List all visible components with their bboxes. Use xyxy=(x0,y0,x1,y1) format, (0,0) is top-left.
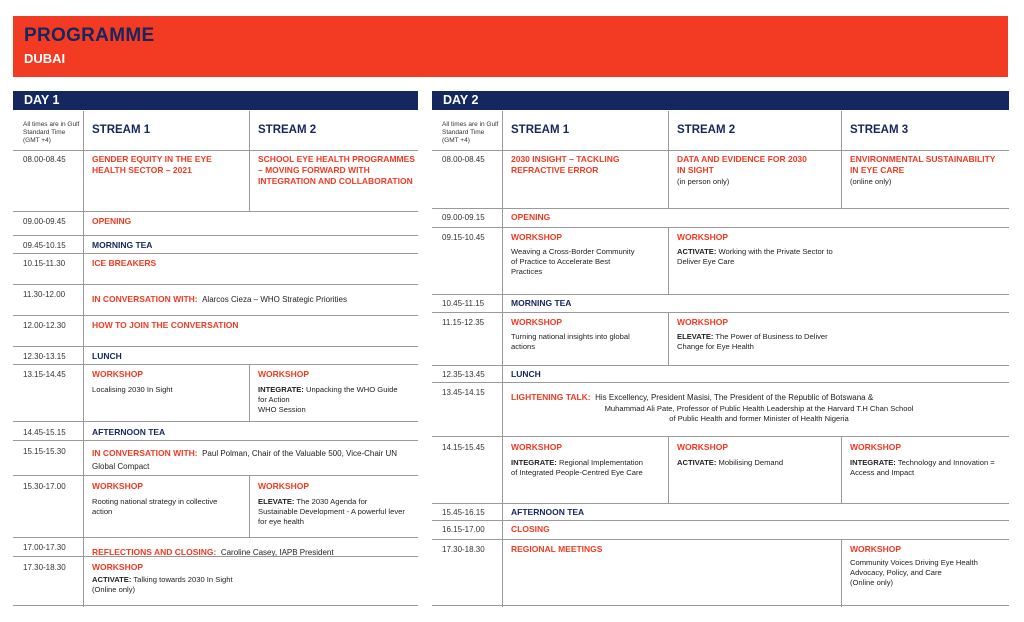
divider xyxy=(432,520,1009,521)
day1-session-morning-tea: MORNING TEA xyxy=(92,240,153,250)
divider xyxy=(13,421,418,422)
day2-in-person-note: (in person only) xyxy=(677,177,730,186)
city-subtitle: DUBAI xyxy=(24,51,66,66)
day2-session-regional-meetings: REGIONAL MEETINGS xyxy=(511,544,603,554)
workshop-tag: INTEGRATE: xyxy=(850,458,896,467)
day1-session-school-eye-health: SCHOOL EYE HEALTH PROGRAMMES – MOVING FORWARD WITH INTEGRATION AND COLLABORATION xyxy=(258,154,415,186)
divider xyxy=(432,208,1009,209)
day2-stream3-header: STREAM 3 xyxy=(850,124,909,136)
day2-stream-divider xyxy=(668,312,669,365)
workshop-tag: ACTIVATE: xyxy=(677,247,717,256)
day2-time-1545: 15.45-16.15 xyxy=(442,508,485,517)
session-title: LIGHTENING TALK: xyxy=(511,392,591,402)
day1-workshop-label: WORKSHOP xyxy=(92,481,143,491)
day1-stream-divider xyxy=(249,111,250,211)
workshop-tag: INTEGRATE: xyxy=(511,458,557,467)
day1-time-1445: 14.45-15.15 xyxy=(23,428,66,437)
day2-stream-divider xyxy=(841,111,842,208)
divider xyxy=(13,440,418,441)
day2-session-lightening-talk xyxy=(511,387,1006,405)
day1-session-join-conversation: HOW TO JOIN THE CONVERSATION xyxy=(92,320,239,330)
day2-session-morning-tea: MORNING TEA xyxy=(511,298,572,308)
divider xyxy=(13,235,418,236)
divider xyxy=(13,556,418,557)
page-title: PROGRAMME xyxy=(24,25,155,46)
day2-session-afternoon-tea: AFTERNOON TEA xyxy=(511,507,585,517)
day1-time-1315: 13.15-14.45 xyxy=(23,370,66,379)
workshop-text: Regional Implementation of Integrated People-Centred Eye Care xyxy=(511,458,643,477)
day2-time-1415: 14.15-15.45 xyxy=(442,443,485,452)
day1-time-divider xyxy=(83,111,84,607)
day1-session-gender-equity: GENDER EQUITY IN THE EYE HEALTH SECTOR – 2021 xyxy=(92,154,212,175)
day2-panel xyxy=(432,91,1009,611)
day2-time-1115: 11.15-12.35 xyxy=(442,318,485,327)
day1-online-only-note: (Online only) xyxy=(92,585,136,594)
day2-time-1235: 12.35-13.45 xyxy=(442,370,485,379)
day2-stream-divider xyxy=(668,436,669,503)
divider xyxy=(13,211,418,212)
divider xyxy=(13,475,418,476)
day2-workshop-label: WORKSHOP xyxy=(511,442,562,452)
divider xyxy=(432,365,1009,366)
day1-session-conversation-polman xyxy=(92,446,412,472)
day1-who-session-note: WHO Session xyxy=(258,405,306,414)
divider xyxy=(432,382,1009,383)
day1-stream2-header: STREAM 2 xyxy=(258,124,317,136)
divider xyxy=(13,364,418,365)
divider xyxy=(432,605,1009,606)
day1-workshop-label: WORKSHOP xyxy=(92,369,143,379)
day2-time-0900: 09.00-09.15 xyxy=(442,213,485,222)
workshop-tag: ACTIVATE: xyxy=(92,575,132,584)
day1-session-opening: OPENING xyxy=(92,216,132,226)
day1-time-1200: 12.00-12.30 xyxy=(23,321,66,330)
session-text: His Excellency, President Masisi, The President of the Republic of Botswana & xyxy=(595,393,874,402)
divider xyxy=(432,312,1009,313)
day1-workshop-activate xyxy=(92,575,292,585)
day2-stream1-header: STREAM 1 xyxy=(511,124,570,136)
divider xyxy=(432,227,1009,228)
day1-time-1730: 17.30-18.30 xyxy=(23,563,66,572)
day2-time-1045: 10.45-11.15 xyxy=(442,299,485,308)
divider xyxy=(432,294,1009,295)
day2-workshop-elevate-business xyxy=(677,332,837,352)
day1-workshop-localising: Localising 2030 In Sight xyxy=(92,385,173,394)
day1-panel xyxy=(13,91,418,611)
divider xyxy=(13,346,418,347)
workshop-text: Unpacking the WHO Guide for Action xyxy=(258,385,398,404)
day1-stream-divider xyxy=(249,475,250,537)
day1-workshop-elevate xyxy=(258,497,408,527)
day2-session-lunch: LUNCH xyxy=(511,369,541,379)
day2-workshop-turning-insights: Turning national insights into global actions xyxy=(511,332,630,351)
day1-session-afternoon-tea: AFTERNOON TEA xyxy=(92,427,166,437)
workshop-text: Technology and Innovation = Access and Impact xyxy=(850,458,995,477)
session-text: Paul Polman, Chair of the Valuable 500, Vice-Chair UN Global Compact xyxy=(92,449,397,471)
day2-workshop-activate-private xyxy=(677,247,837,267)
day1-time-1230: 12.30-13.15 xyxy=(23,352,66,361)
day1-stream-divider xyxy=(249,364,250,421)
day1-time-1530: 15.30-17.00 xyxy=(23,482,66,491)
day1-workshop-label: WORKSHOP xyxy=(258,369,309,379)
workshop-tag: ACTIVATE: xyxy=(677,458,717,467)
day1-workshop-label: WORKSHOP xyxy=(92,562,143,572)
day1-time-1130: 11.30-12.00 xyxy=(23,290,66,299)
session-title: IN CONVERSATION WITH: xyxy=(92,448,198,458)
day2-time-divider xyxy=(502,111,503,607)
divider xyxy=(13,537,418,538)
day1-timezone-note: All times are in Gulf Standard Time (GMT +4) xyxy=(23,121,80,144)
day1-workshop-integrate xyxy=(258,385,408,405)
day1-time-1700: 17.00-17.30 xyxy=(23,543,66,552)
workshop-text: Working with the Private Sector to Deliver Eye Care xyxy=(677,247,833,266)
session-title: REFLECTIONS AND CLOSING: xyxy=(92,547,217,557)
day1-session-ice-breakers: ICE BREAKERS xyxy=(92,258,157,268)
day2-session-opening: OPENING xyxy=(511,212,551,222)
day2-time-1615: 16.15-17.00 xyxy=(442,525,485,534)
day1-stream1-header: STREAM 1 xyxy=(92,124,151,136)
day1-workshop-label: WORKSHOP xyxy=(258,481,309,491)
divider xyxy=(432,539,1009,540)
day2-time-1345: 13.45-14.15 xyxy=(442,388,485,397)
day2-workshop-label: WORKSHOP xyxy=(850,544,901,554)
day1-time-1015: 10.15-11.30 xyxy=(23,259,66,268)
day2-workshop-label: WORKSHOP xyxy=(677,232,728,242)
day2-workshop-activate-demand xyxy=(677,458,837,468)
workshop-tag: ELEVATE: xyxy=(258,497,295,506)
day2-workshop-label: WORKSHOP xyxy=(677,317,728,327)
day2-online-only-note: (Online only) xyxy=(850,578,894,587)
day2-label: DAY 2 xyxy=(432,91,1009,110)
day2-session-data-evidence: DATA AND EVIDENCE FOR 2030 IN SIGHT xyxy=(677,154,807,175)
day2-time-0800: 08.00-08.45 xyxy=(442,155,485,164)
day2-stream-divider xyxy=(668,111,669,208)
session-text: Caroline Casey, IAPB President xyxy=(220,548,334,557)
day1-label: DAY 1 xyxy=(13,91,418,110)
day1-time-1515: 15.15-15.30 xyxy=(23,447,66,456)
day1-session-reflections xyxy=(92,542,412,560)
day2-time-1730: 17.30-18.30 xyxy=(442,545,485,554)
workshop-text: The 2030 Agenda for Sustainable Development - A powerful lever for eye health xyxy=(258,497,405,526)
divider xyxy=(13,284,418,285)
divider xyxy=(13,253,418,254)
divider xyxy=(13,150,418,151)
day2-timezone-note: All times are in Gulf Standard Time (GMT +4) xyxy=(442,121,499,144)
day2-workshop-label: WORKSHOP xyxy=(511,232,562,242)
workshop-text: Talking towards 2030 In Sight xyxy=(133,575,233,584)
programme-header xyxy=(13,16,1008,77)
day2-session-closing: CLOSING xyxy=(511,524,550,534)
workshop-tag: INTEGRATE: xyxy=(258,385,304,394)
workshop-text: Mobilising Demand xyxy=(718,458,784,467)
day2-workshop-weaving: Weaving a Cross-Border Community of Practice to Accelerate Best Practices xyxy=(511,247,635,276)
day1-time-0945: 09.45-10.15 xyxy=(23,241,66,250)
session-title: IN CONVERSATION WITH: xyxy=(92,294,198,304)
workshop-text: The Power of Business to Deliver Change for Eye Health xyxy=(677,332,828,351)
day2-online-note: (online only) xyxy=(850,177,892,186)
divider xyxy=(432,150,1009,151)
session-text: Alarcos Cieza – WHO Strategic Priorities xyxy=(202,295,348,304)
day2-workshop-community-voices: Community Voices Driving Eye Health Advocacy, Policy, and Care xyxy=(850,558,978,577)
day2-stream-divider xyxy=(668,227,669,294)
day2-stream-divider xyxy=(841,539,842,607)
divider xyxy=(13,605,418,606)
day1-time-0800: 08.00-08.45 xyxy=(23,155,66,164)
workshop-tag: ELEVATE: xyxy=(677,332,714,341)
day2-workshop-integrate-technology xyxy=(850,458,1000,478)
divider xyxy=(432,503,1009,504)
day1-session-lunch: LUNCH xyxy=(92,351,122,361)
day2-workshop-integrate-regional xyxy=(511,458,646,478)
divider xyxy=(13,315,418,316)
day2-time-0915: 09.15-10.45 xyxy=(442,233,485,242)
day2-session-refractive-error: 2030 INSIGHT – TACKLING REFRACTIVE ERROR xyxy=(511,154,620,175)
day2-stream2-header: STREAM 2 xyxy=(677,124,736,136)
day2-workshop-label: WORKSHOP xyxy=(850,442,901,452)
day2-session-environmental: ENVIRONMENTAL SUSTAINABILITY IN EYE CARE xyxy=(850,154,996,175)
day2-workshop-label: WORKSHOP xyxy=(511,317,562,327)
day2-workshop-label: WORKSHOP xyxy=(677,442,728,452)
day1-workshop-rooting: Rooting national strategy in collective action xyxy=(92,497,218,516)
day1-time-0900: 09.00-09.45 xyxy=(23,217,66,226)
day1-session-conversation-cieza xyxy=(92,289,412,307)
divider xyxy=(432,436,1009,437)
day2-stream-divider xyxy=(841,436,842,503)
day2-lightening-talk-speaker2: Muhammad Ali Pate, Professor of Public Health Leadership at the Harvard T.H Chan School of Public Health and former Minister of Health Nigeria xyxy=(604,404,914,423)
